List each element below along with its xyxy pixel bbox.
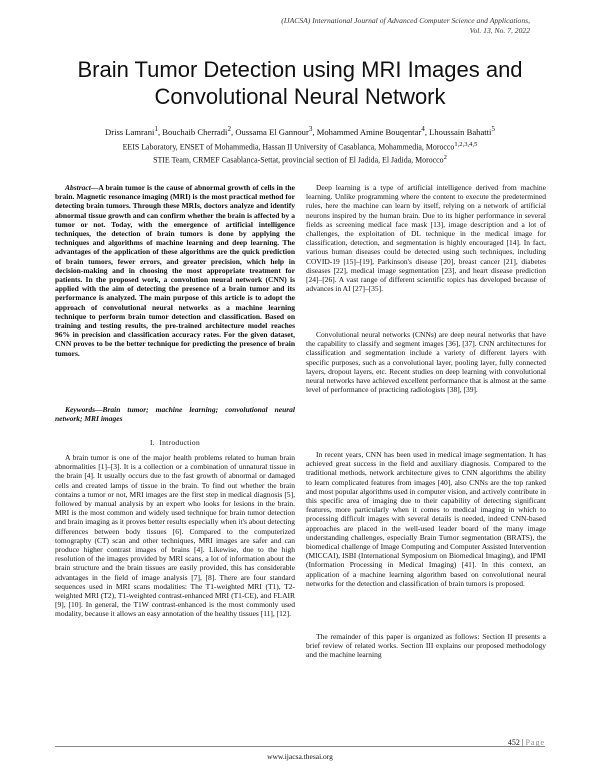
journal-volume: Vol. 13, No. 7, 2022 xyxy=(469,26,530,35)
author-index: 4 xyxy=(421,125,425,133)
affiliation-line: EEIS Laboratory, ENSET of Mohammedia, Hassan II University of Casablanca, Mohammedia, Morocco$^{1,2,3,4,5}$ xyxy=(122,141,478,152)
abstract-text: —A brain tumor is the cause of abnormal growth of cells in the brain. Magnetic resonance imaging (MRI) is the most practical method for detecting brain tumors. Through these MRIs, doctors analyze and identify abnormal tissue growth and can confirm whether the brain is affected by a tumor or not. Today, with the emergence of artificial intelligence techniques, the detection of brain tumors is done by applying the techniques and algorithms of machine learning and deep learning. The advantages of the application of these algorithms are the quick prediction of brain tumors, fewer errors, and greater precision, which help in decision-making and in choosing the most appropriate treatment for patients. In the proposed work, a convolution neural network (CNN) is applied with the aim of detecting the presence of a brain tumor and its performance is analyzed. The main purpose of this article is to adopt the approach of convolutional neural networks as a machine learning technique to perform brain tumor detection and classification. Based on training and testing results, the pre-trained architecture model reaches 96% in precision and classification accuracy rates. For the given dataset, CNN proves to be the better technique for predicting the presence of brain tumors. xyxy=(55,183,295,358)
journal-name: (IJACSA) International Journal of Advanced Computer Science and Applications, xyxy=(281,16,530,25)
author-list: Driss Lamrani$^1$, Bouchaib Cherradi$^2$, Oussama El Gannour$^3$, Mohammed Amine Bouqentar$^4$, Lhoussain Bahatti$^5$ xyxy=(105,125,495,137)
intro-paragraph: A brain tumor is one of the major health problems related to human brain abnormalities [1]–[3]. It is a collection or a combination of unnatural tissue in the brain [4]. It usually occurs due to the fast growth of abnormal or damaged cells and created lamps of tissue in the brain. To find out whether the brain contains a tumor or not, MRI images are the first step in medical diagnosis [5], followed by manual analysis by an expert who looks for lesions in the brain. MRI is the most common and widely used technique for brain tumor detection and brain imaging as it proves better results especially when it's about detecting differences between body tissues [6]. Compared to the computerized tomography (CT) scan and other techniques, MRI images are safer and can produce higher contrast images of brains [4]. Likewise, due to the high resolution of the images provided by MRI scans, a lot of information about the brain structure and the brain tissues are easily provided, this has considerable advantages in the field of image analysis [7], [8]. There are four standard sequences used in MRI scans modalities: The T1-weighted MRI (T1), T2-weighted MRI (T2), T1-weighted contrast-enhanced MRI (T1-CE), and FLAIR [9], [10]. In general, the T1W contrast-enhanced is the most commonly used modality, because it allows an easy annotation of the healthy tissues [11], [12]. xyxy=(55,453,295,619)
footer-divider xyxy=(55,746,545,747)
author-name: Oussama El Gannour xyxy=(235,126,309,137)
keywords xyxy=(55,405,295,423)
author-index: 1 xyxy=(154,125,158,133)
paragraph-deep-learning: Deep learning is a type of artificial intelligence derived from machine learning. Unlike programming where the content to execute the predetermined rules, here the machine can learn by itself, relying on a network of artificial neurons inspired by the human brain. Due to its higher performance in several fields as screening medical face mask [13], image description and a lot of challenges, the exploitation of DL technique in the medical image for classification, detection, and segmentation is highly encouraged [14]. In fact, various human diseases could be detected using such techniques, including COVID-19 [15]–[19], Parkinson's disease [20], breast cancer [21], diabetes diseases [22], medical image segmentation [23], and heart disease prediction [24]–[26]. A vast range of different scientific topics has developed because of advances in AI [27]–[35]. xyxy=(306,183,546,294)
keywords-text: —Brain tumor; machine learning; convolutional neural network; MRI images xyxy=(55,405,295,424)
page-number: 452 | Page xyxy=(507,738,545,747)
affiliations xyxy=(30,140,570,165)
author-name: Bouchaib Cherradi xyxy=(162,126,228,137)
paragraph-recent-years: In recent years, CNN has been used in medical image segmentation. It has achieved great success in the field and auxiliary diagnosis. Compared to the traditional methods, network architecture gives to CNN algorithms the ability to learn complicated features from images [40], also CNNs are the top ranked and most popular algorithms used in computer vision, and actively contribute in this specific area of imaging due to their capability of detecting significant features, more particularly when it comes to medical imaging in which to processing difficult images with several details is needed, indeed CNN-based approaches are placed in the well-used leader board of the many image understanding challenges, especially Brain Tumor segmentation (BRATS), the biomedical challenge of Image Computing and Computer Assisted Intervention (MICCAI), ISBI (International Symposium on Biomedical Imaging), and IPMI (Information Processing in Medical Imaging) [41]. In this context, an application of a machine learning algorithm based on convolutional neural networks for the detection and classification of brain tumors is proposed. xyxy=(306,450,546,588)
abstract xyxy=(55,183,295,358)
journal-header xyxy=(200,16,530,36)
abstract-label: Abstract xyxy=(65,183,91,192)
author-index: 5 xyxy=(491,125,495,133)
author-name: Driss Lamrani xyxy=(105,126,155,137)
paragraph-cnn: Convolutional neural networks (CNNs) are deep neural networks that have the capability to classify and segment images [36], [37]. CNN architectures for classification and segmentation include a variety of different layers with specific purposes, such as a convolutional layer, pooling layer, fully connected layers, dropout layers, etc. Recent studies on deep learning with convolutional neural networks have achieved excellent performance that is almost at the same level of performance of practicing radiologists [38], [39]. xyxy=(306,330,546,395)
paper-title: Brain Tumor Detection using MRI Images and Convolutional Neural Network xyxy=(77,57,523,109)
author-name: Lhoussain Bahatti xyxy=(429,126,492,137)
section-heading-introduction: I. Introduction xyxy=(149,438,201,447)
keywords-label: Keywords xyxy=(65,405,95,414)
footer-url[interactable]: www.ijacsa.thesai.org xyxy=(267,752,333,761)
author-name: Mohammed Amine Bouqentar xyxy=(316,126,422,137)
author-index: 2 xyxy=(227,125,232,133)
author-index: 3 xyxy=(308,125,313,133)
paragraph-organization: The remainder of this paper is organized as follows: Section II presents a brief review of related works. Section III explains our proposed methodology and the machine learning xyxy=(306,632,546,660)
affiliation-line: STIE Team, CRMEF Casablanca-Settat, provincial section of El Jadida, El Jadida, Morocco$^2$ xyxy=(153,153,447,165)
